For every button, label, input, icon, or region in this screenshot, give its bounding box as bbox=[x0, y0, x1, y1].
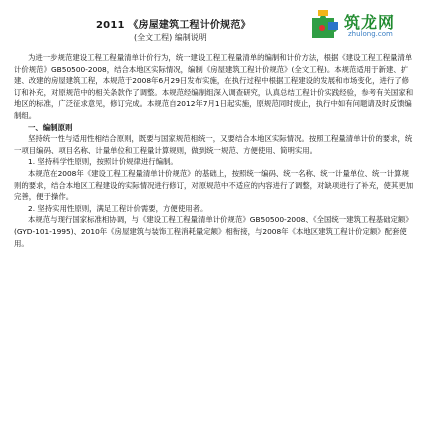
body-paragraph: 本规范与现行国家标准相协调，与《建设工程工程量清单计价规范》GB50500-2008、《全国统一建筑工程基础定额》(GYD-101-1995)、2010年《房屋建筑与装饰工程消耗量定额》相衔接，与2008年《本地区建筑工程计价定额》配套使用。 bbox=[14, 215, 413, 248]
document-header bbox=[0, 0, 427, 46]
section-heading: 一、编制原则 bbox=[28, 122, 73, 132]
zhulong-logo bbox=[308, 8, 420, 40]
body-paragraph: 2. 坚持实用性原则，满足工程计价需要，方便使用者。 bbox=[28, 203, 208, 213]
body-paragraph: 本规范在2008年《建设工程工程量清单计价规范》的基础上，按照统一编码、统一名称、统一计量单位、统一计算规则的要求，结合本地区工程建设的实际情况进行修订，对原规范中不适应的内容进行了调整，对缺项进行了补充，使其更加完善，便于操作。 bbox=[14, 168, 414, 202]
puzzle-logo-icon bbox=[308, 8, 342, 40]
document-body bbox=[14, 52, 416, 249]
document-subtitle: (全文工程) 编制说明 bbox=[134, 33, 207, 42]
intro-paragraph: 为进一步规范建设工程工程量清单计价行为，统一建设工程工程量清单的编制和计价方法，根据《建设工程工程量清单计价规范》GB50500-2008，结合本地区实际情况，编制《房屋建筑工程计价规范》(全文工程)。本规范适用于新建、扩建、改建的房屋建筑工程，本规范于2008年6月29日发布实施，在执行过程中根据工程建设的发展和市场变化，进行了修订和补充，对原规范中的相关条款作了调整。本规范经编制组深入调查研究，认真总结工程计价实践经验，参考有关国家和地区的标准，广泛征求意见，修订完成。本规范自2012年7月1日起实施，原规范同时废止，执行中如有问题请及时反馈编制组。 bbox=[14, 53, 414, 120]
body-paragraph: 1. 坚持科学性原则，按照计价规律进行编制。 bbox=[28, 157, 178, 167]
body-paragraph: 坚持统一性与适用性相结合原则，既要与国家规范相统一，又要结合本地区实际情况。按照工程量清单计价的要求，统一项目编码、项目名称、计量单位和工程量计算规则，做到统一规范、方便使用、简明实用。 bbox=[14, 134, 413, 155]
document-title: 2011 《房屋建筑工程计价规范》 bbox=[96, 20, 251, 31]
logo-chinese-text: 筑龙网 bbox=[344, 13, 396, 32]
logo-english-text: zhulong.com bbox=[348, 30, 393, 38]
